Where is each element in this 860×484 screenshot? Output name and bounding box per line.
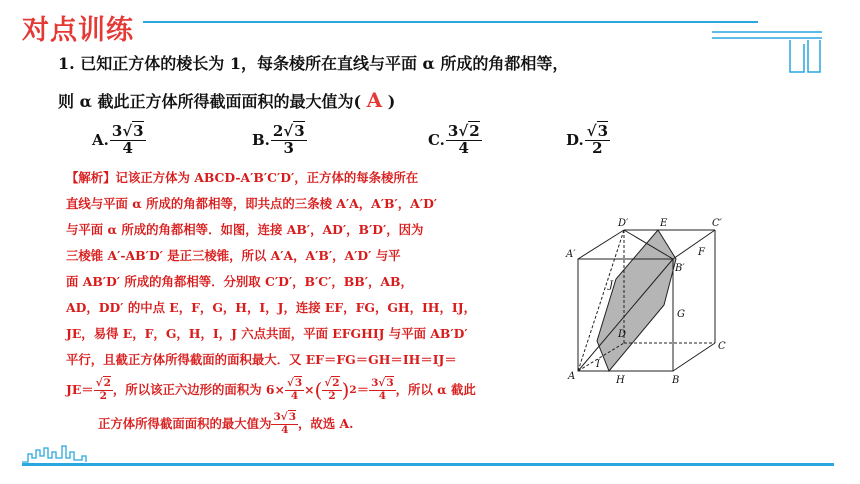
option-a-fraction: $\frac{3√3}{4}$ [111, 122, 144, 157]
svg-text:D′: D′ [618, 218, 629, 229]
svg-text:F: F [698, 247, 705, 258]
cube-figure [560, 215, 730, 385]
question-line-1: 1. 已知正方体的棱长为 1，每条棱所在直线与平面 α 所成的角都相等， [58, 54, 569, 73]
solution-line: 直线与平面 α 所成的角都相等，即共点的三条棱 A′A，A′B′，A′D′ [66, 196, 438, 211]
solution-line: 【解析】记该正方体为 ABCD-A′B′C′D′，正方体的每条棱所在 [66, 170, 419, 185]
option-c[interactable] [428, 124, 482, 157]
svg-text:E: E [660, 218, 668, 229]
svg-text:C′: C′ [712, 218, 722, 229]
svg-text:D: D [618, 329, 627, 340]
svg-text:B: B [672, 375, 680, 385]
solution-line: 平行，且截正方体所得截面的面积最大．又 EF＝FG＝GH＝IH＝IJ＝ [66, 352, 457, 367]
solution-line: 正方体所得截面面积的最大值为 $\frac{3√3}{4}$ ，故选 A. [98, 411, 354, 436]
solution-text [66, 165, 546, 441]
corner-decoration [712, 30, 822, 74]
solution-line: AD，DD′ 的中点 E，F，G，H，I，J，连接 EF，FG，GH，IH，IJ， [66, 300, 476, 315]
option-d-label: D. [566, 131, 584, 150]
option-b-label: B. [252, 131, 270, 150]
answer-letter: A [366, 88, 383, 112]
solution-line: JE＝ $\frac{√2}{2}$ ，所以该正六边形的面积为 6× $\frac{√3}{4}$ × ( $\frac{√2}{2}$ ) 2 ＝ $\frac{3√3}{4}$ ，所以 α 截此 [66, 377, 476, 402]
solution-line: 三棱锥 A′-AB′D′ 是正三棱锥，所以 A′A，A′B′，A′D′ 与平 [66, 248, 401, 263]
svg-text:C: C [718, 341, 726, 352]
svg-text:H: H [616, 375, 625, 385]
svg-text:B′: B′ [675, 263, 685, 274]
option-b-fraction: $\frac{2√3}{3}$ [272, 122, 305, 157]
solution-line: 面 AB′D′ 所成的角都相等．分别取 C′D′，B′C′，BB′，AB， [66, 274, 413, 289]
option-c-label: C. [428, 131, 445, 150]
svg-text:A′: A′ [566, 249, 576, 260]
city-skyline-decoration [22, 440, 92, 464]
option-c-fraction: $\frac{3√2}{4}$ [447, 122, 480, 157]
bottom-rule [22, 463, 834, 466]
question-line-2-end: ) [387, 92, 396, 111]
option-d[interactable] [566, 124, 610, 157]
title-underline [143, 21, 758, 23]
question-line-2-text: 则 α 截此正方体所得截面面积的最大值为( [58, 92, 362, 111]
option-d-fraction: $\frac{√3}{2}$ [586, 122, 608, 157]
option-b[interactable] [252, 124, 307, 157]
question-line-2 [58, 88, 395, 112]
section-title: 对点训练 [22, 15, 134, 46]
svg-text:I: I [596, 359, 600, 370]
svg-text:J: J [609, 280, 614, 291]
solution-line: JE，易得 E，F，G，H，I，J 六点共面，平面 EFGHIJ 与平面 AB′D′ [66, 326, 468, 341]
svg-text:A: A [568, 371, 576, 382]
option-a[interactable] [92, 124, 146, 157]
solution-line: 与平面 α 所成的角都相等．如图，连接 AB′，AD′，B′D′，因为 [66, 222, 424, 237]
svg-text:G: G [677, 309, 685, 320]
option-a-label: A. [92, 131, 109, 150]
